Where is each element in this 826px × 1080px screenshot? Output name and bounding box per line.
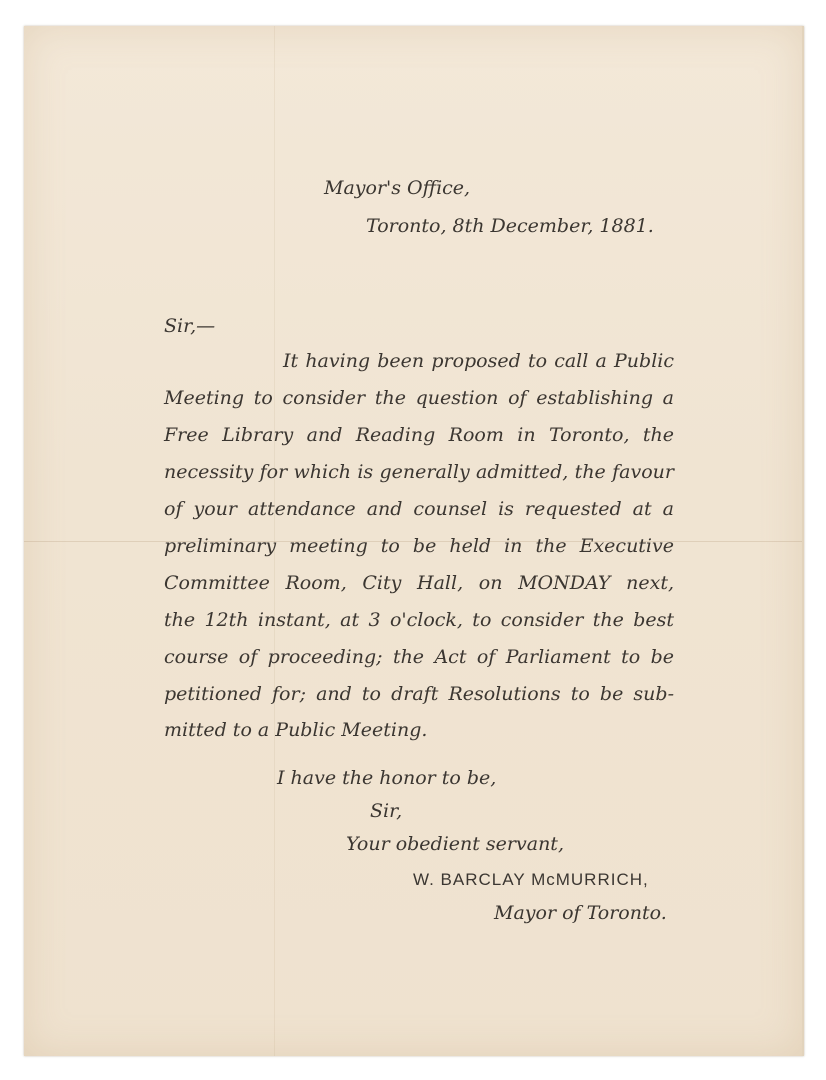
letter-body-line-10: petitioned for; and to draft Resolutions to be sub-: [164, 683, 674, 705]
letter-body-line-5: of your attendance and counsel is requested at a: [164, 498, 674, 520]
signature-name: W. BARCLAY McMURRICH,: [413, 870, 649, 889]
letter-body-line-1: It having been proposed to call a Public: [283, 350, 674, 372]
letter-body-line-9: course of proceeding; the Act of Parliament to be: [164, 646, 674, 668]
signature-title: Mayor of Toronto.: [494, 902, 667, 924]
letter-body-line-3: Free Library and Reading Room in Toronto, the: [164, 424, 674, 446]
letter-header-date: Toronto, 8th December, 1881.: [366, 215, 654, 237]
letter-body-line-2: Meeting to consider the question of establishing a: [164, 387, 674, 409]
letter-body-line-4: necessity for which is generally admitted, the favour: [164, 461, 674, 483]
letter-body-line-7: Committee Room, City Hall, on MONDAY next,: [164, 572, 674, 594]
letter-header-office: Mayor's Office,: [324, 177, 471, 199]
letter-body-line-8: the 12th instant, at 3 o'clock, to consider the best: [164, 609, 674, 631]
letter-closing-line-3: Your obedient servant,: [346, 833, 564, 855]
letter-closing-line-2: Sir,: [370, 800, 403, 822]
letter-closing-line-1: I have the honor to be,: [277, 767, 497, 789]
letter-body-line-11: mitted to a Public Meeting.: [164, 719, 428, 741]
letter-salutation: Sir,—: [164, 315, 216, 337]
letter-body-line-6: preliminary meeting to be held in the Executive: [164, 535, 674, 557]
